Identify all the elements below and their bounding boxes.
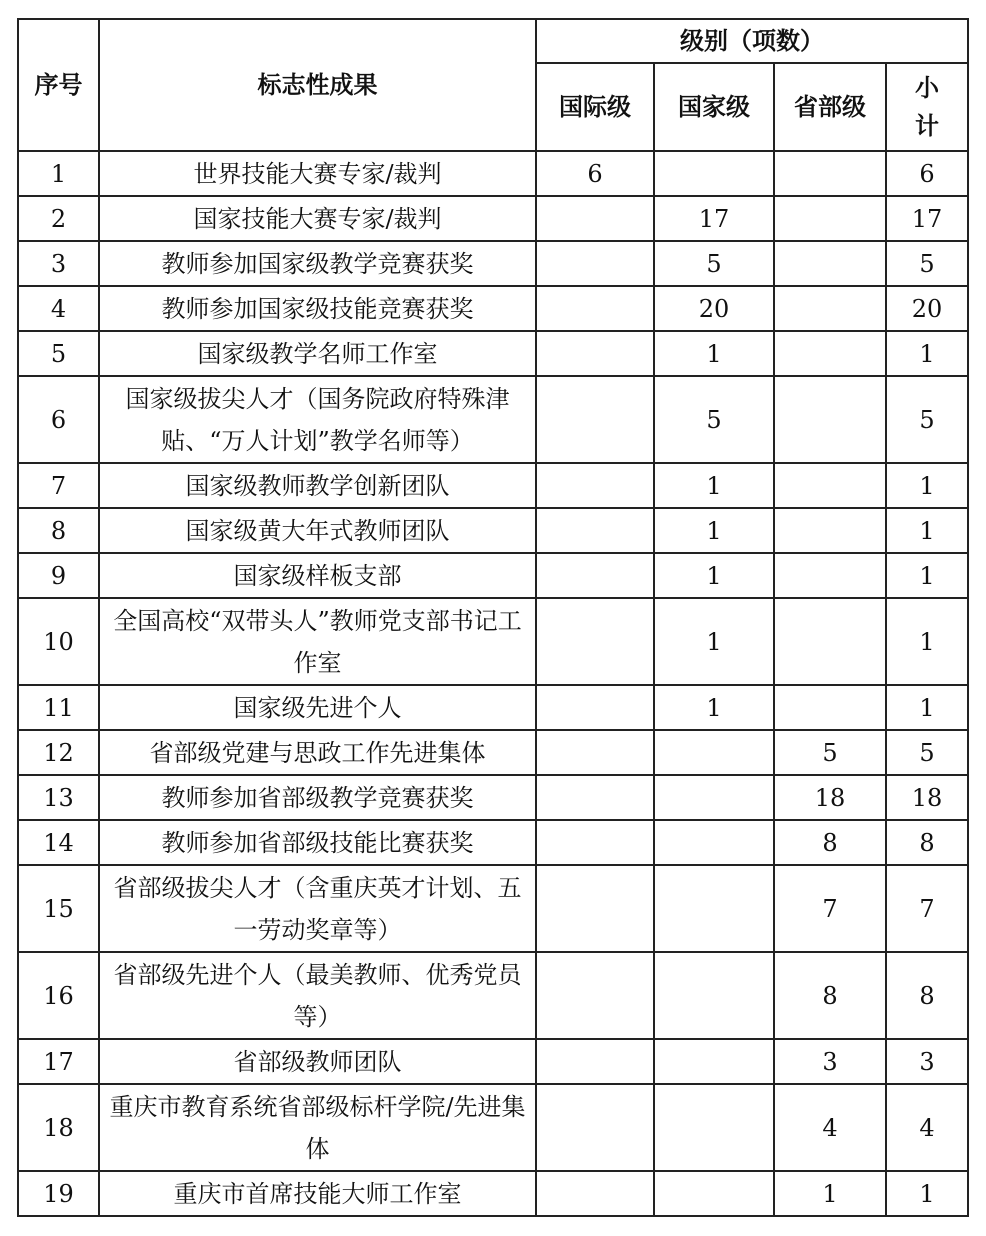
- row-achievement-cell: 教师参加省部级技能比赛获奖: [99, 820, 536, 865]
- table-row: [18, 331, 968, 376]
- row-achievement-cell: 省部级拔尖人才（含重庆英才计划、五一劳动奖章等）: [99, 865, 536, 952]
- row-achievement-cell: 省部级先进个人（最美教师、优秀党员等）: [99, 952, 536, 1039]
- row-national-cell: 1: [654, 685, 774, 730]
- row-seq-cell: 11: [18, 685, 99, 730]
- row-achievement-cell: 国家级教学名师工作室: [99, 331, 536, 376]
- row-national-cell: [654, 1084, 774, 1171]
- row-national-cell: 1: [654, 331, 774, 376]
- row-national-cell: 17: [654, 196, 774, 241]
- row-international-cell: [536, 241, 654, 286]
- row-national-cell: 5: [654, 241, 774, 286]
- row-provincial-cell: [774, 331, 886, 376]
- table-row: [18, 685, 968, 730]
- row-provincial-cell: 8: [774, 820, 886, 865]
- table-row: [18, 1084, 968, 1171]
- table-row: [18, 1039, 968, 1084]
- row-seq-cell: 1: [18, 151, 99, 196]
- row-provincial-cell: [774, 508, 886, 553]
- table-row: [18, 196, 968, 241]
- table-row: [18, 865, 968, 952]
- row-subtotal-cell: 1: [886, 685, 968, 730]
- row-subtotal-cell: 1: [886, 331, 968, 376]
- row-achievement-cell: 省部级党建与思政工作先进集体: [99, 730, 536, 775]
- table-row: [18, 553, 968, 598]
- row-subtotal-cell: 1: [886, 1171, 968, 1216]
- row-achievement-cell: 世界技能大赛专家/裁判: [99, 151, 536, 196]
- row-provincial-cell: [774, 553, 886, 598]
- row-achievement-cell: 国家级拔尖人才（国务院政府特殊津贴、“万人计划”教学名师等）: [99, 376, 536, 463]
- row-international-cell: [536, 1171, 654, 1216]
- table-row: [18, 730, 968, 775]
- table-row: [18, 463, 968, 508]
- row-subtotal-cell: 1: [886, 598, 968, 685]
- row-subtotal-cell: 1: [886, 553, 968, 598]
- header-achievement: 标志性成果: [99, 19, 536, 151]
- row-seq-cell: 15: [18, 865, 99, 952]
- row-provincial-cell: 1: [774, 1171, 886, 1216]
- row-international-cell: [536, 865, 654, 952]
- row-achievement-cell: 全国高校“双带头人”教师党支部书记工作室: [99, 598, 536, 685]
- row-subtotal-cell: 7: [886, 865, 968, 952]
- row-provincial-cell: [774, 376, 886, 463]
- row-international-cell: [536, 820, 654, 865]
- row-subtotal-cell: 5: [886, 376, 968, 463]
- row-international-cell: [536, 598, 654, 685]
- row-seq-cell: 5: [18, 331, 99, 376]
- row-seq-cell: 9: [18, 553, 99, 598]
- row-provincial-cell: 18: [774, 775, 886, 820]
- row-seq-cell: 18: [18, 1084, 99, 1171]
- row-achievement-cell: 国家级先进个人: [99, 685, 536, 730]
- row-international-cell: [536, 685, 654, 730]
- row-subtotal-cell: 4: [886, 1084, 968, 1171]
- table-row: [18, 598, 968, 685]
- table-body: [18, 151, 968, 1216]
- row-national-cell: 1: [654, 553, 774, 598]
- row-seq-cell: 12: [18, 730, 99, 775]
- row-seq-cell: 3: [18, 241, 99, 286]
- row-international-cell: [536, 553, 654, 598]
- row-achievement-cell: 教师参加省部级教学竞赛获奖: [99, 775, 536, 820]
- row-international-cell: [536, 952, 654, 1039]
- row-achievement-cell: 教师参加国家级技能竞赛获奖: [99, 286, 536, 331]
- row-national-cell: 1: [654, 598, 774, 685]
- row-seq-cell: 4: [18, 286, 99, 331]
- row-seq-cell: 14: [18, 820, 99, 865]
- header-seq: 序号: [18, 19, 99, 151]
- row-international-cell: [536, 1084, 654, 1171]
- row-subtotal-cell: 1: [886, 463, 968, 508]
- header-national: 国家级: [654, 63, 774, 151]
- header-level-group: 级别（项数）: [536, 19, 968, 63]
- row-subtotal-cell: 1: [886, 508, 968, 553]
- row-subtotal-cell: 8: [886, 952, 968, 1039]
- row-national-cell: [654, 1039, 774, 1084]
- table-row: [18, 1171, 968, 1216]
- row-seq-cell: 2: [18, 196, 99, 241]
- row-subtotal-cell: 18: [886, 775, 968, 820]
- table-row: [18, 775, 968, 820]
- row-seq-cell: 6: [18, 376, 99, 463]
- row-seq-cell: 8: [18, 508, 99, 553]
- row-subtotal-cell: 20: [886, 286, 968, 331]
- row-achievement-cell: 国家级教师教学创新团队: [99, 463, 536, 508]
- table-row: [18, 241, 968, 286]
- row-international-cell: [536, 286, 654, 331]
- table-header: [18, 19, 968, 151]
- row-international-cell: 6: [536, 151, 654, 196]
- row-international-cell: [536, 730, 654, 775]
- table-row: [18, 820, 968, 865]
- row-national-cell: 5: [654, 376, 774, 463]
- row-international-cell: [536, 196, 654, 241]
- row-achievement-cell: 重庆市首席技能大师工作室: [99, 1171, 536, 1216]
- achievements-table: [17, 18, 969, 1217]
- row-national-cell: 1: [654, 463, 774, 508]
- row-national-cell: 1: [654, 508, 774, 553]
- row-seq-cell: 17: [18, 1039, 99, 1084]
- table-row: [18, 151, 968, 196]
- row-international-cell: [536, 331, 654, 376]
- row-national-cell: [654, 865, 774, 952]
- table-row: [18, 952, 968, 1039]
- row-national-cell: [654, 952, 774, 1039]
- row-seq-cell: 16: [18, 952, 99, 1039]
- row-seq-cell: 7: [18, 463, 99, 508]
- row-achievement-cell: 省部级教师团队: [99, 1039, 536, 1084]
- row-national-cell: [654, 730, 774, 775]
- row-provincial-cell: [774, 463, 886, 508]
- row-provincial-cell: 7: [774, 865, 886, 952]
- row-subtotal-cell: 5: [886, 241, 968, 286]
- header-provincial: 省部级: [774, 63, 886, 151]
- row-national-cell: 20: [654, 286, 774, 331]
- row-provincial-cell: [774, 598, 886, 685]
- row-provincial-cell: [774, 286, 886, 331]
- row-provincial-cell: 5: [774, 730, 886, 775]
- row-provincial-cell: 8: [774, 952, 886, 1039]
- row-provincial-cell: [774, 196, 886, 241]
- header-subtotal: 小计: [886, 63, 968, 151]
- header-international: 国际级: [536, 63, 654, 151]
- row-achievement-cell: 教师参加国家级教学竞赛获奖: [99, 241, 536, 286]
- row-achievement-cell: 国家级样板支部: [99, 553, 536, 598]
- row-achievement-cell: 国家技能大赛专家/裁判: [99, 196, 536, 241]
- row-subtotal-cell: 8: [886, 820, 968, 865]
- row-provincial-cell: 4: [774, 1084, 886, 1171]
- row-subtotal-cell: 6: [886, 151, 968, 196]
- table-row: [18, 508, 968, 553]
- row-subtotal-cell: 5: [886, 730, 968, 775]
- row-provincial-cell: [774, 241, 886, 286]
- row-provincial-cell: [774, 151, 886, 196]
- row-international-cell: [536, 463, 654, 508]
- row-national-cell: [654, 151, 774, 196]
- row-national-cell: [654, 775, 774, 820]
- row-seq-cell: 10: [18, 598, 99, 685]
- row-seq-cell: 13: [18, 775, 99, 820]
- row-subtotal-cell: 17: [886, 196, 968, 241]
- row-achievement-cell: 重庆市教育系统省部级标杆学院/先进集体: [99, 1084, 536, 1171]
- row-national-cell: [654, 1171, 774, 1216]
- row-international-cell: [536, 1039, 654, 1084]
- row-international-cell: [536, 775, 654, 820]
- row-national-cell: [654, 820, 774, 865]
- row-provincial-cell: 3: [774, 1039, 886, 1084]
- table-row: [18, 376, 968, 463]
- table-row: [18, 286, 968, 331]
- row-provincial-cell: [774, 685, 886, 730]
- row-seq-cell: 19: [18, 1171, 99, 1216]
- row-international-cell: [536, 376, 654, 463]
- row-achievement-cell: 国家级黄大年式教师团队: [99, 508, 536, 553]
- row-international-cell: [536, 508, 654, 553]
- row-subtotal-cell: 3: [886, 1039, 968, 1084]
